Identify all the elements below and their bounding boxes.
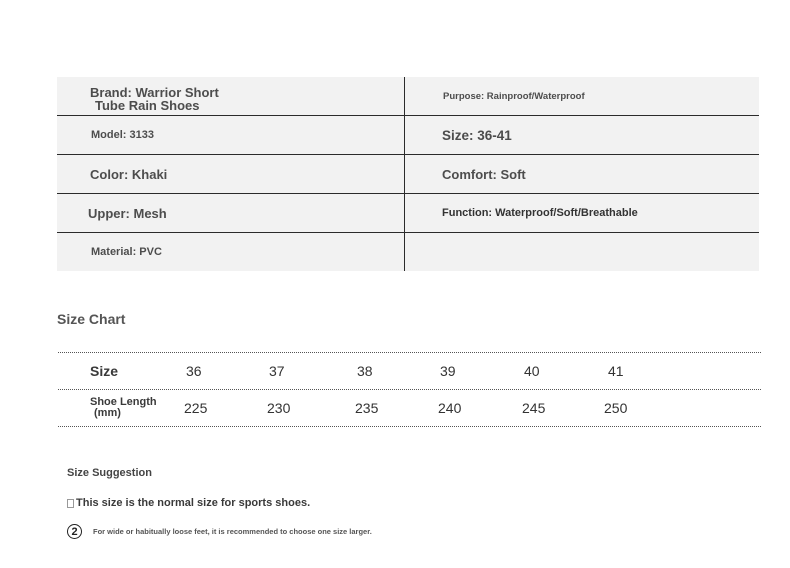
suggestion-note-2-text: For wide or habitually loose feet, it is recommended to choose one size larger.	[93, 527, 372, 536]
size-value: 37	[269, 363, 285, 379]
size-value: 36	[186, 363, 202, 379]
brand-line-2: Tube Rain Shoes	[95, 98, 200, 113]
length-label-line-2: (mm)	[94, 407, 121, 419]
brand-line-1: Brand: Warrior Short	[90, 85, 219, 100]
size-suggestion-title: Size Suggestion	[67, 467, 152, 479]
size-value: 40	[524, 363, 540, 379]
length-value: 250	[604, 400, 628, 416]
length-value: 245	[522, 400, 546, 416]
spec-material: Material: PVC	[91, 246, 162, 258]
suggestion-note-1-text: This size is the normal size for sports shoes.	[76, 497, 311, 509]
spec-color: Color: Khaki	[90, 166, 168, 182]
size-value: 38	[357, 363, 373, 379]
spec-row	[57, 233, 759, 271]
size-chart-title: Size Chart	[57, 311, 126, 327]
spec-row	[57, 194, 759, 233]
spec-upper: Upper: Mesh	[88, 205, 167, 221]
size-row	[58, 352, 761, 389]
spec-row	[57, 155, 759, 194]
spec-row	[57, 77, 759, 116]
length-value: 240	[438, 400, 462, 416]
length-row	[58, 389, 761, 427]
length-label-line-1: Shoe Length	[90, 396, 157, 408]
spec-table	[57, 77, 759, 271]
spec-empty	[405, 233, 759, 271]
spec-comfort: Comfort: Soft	[442, 166, 526, 182]
spec-size: Size: 36-41	[442, 127, 512, 143]
bullet-box-icon	[67, 499, 74, 508]
spec-model: Model: 3133	[91, 129, 154, 141]
size-label: Size	[90, 363, 119, 379]
size-table	[58, 352, 761, 426]
length-value: 230	[267, 400, 291, 416]
length-value: 225	[184, 400, 208, 416]
suggestion-note-2	[67, 524, 372, 539]
circled-number-two-icon: 2	[67, 524, 82, 539]
length-label	[90, 390, 157, 426]
size-value: 41	[608, 363, 624, 379]
spec-purpose: Purpose: Rainproof/Waterproof	[443, 90, 585, 102]
suggestion-note-1	[67, 497, 310, 509]
spec-function: Function: Waterproof/Soft/Breathable	[442, 207, 638, 219]
spec-row	[57, 116, 759, 155]
size-value: 39	[440, 363, 456, 379]
length-value: 235	[355, 400, 379, 416]
spec-brand	[57, 77, 404, 115]
